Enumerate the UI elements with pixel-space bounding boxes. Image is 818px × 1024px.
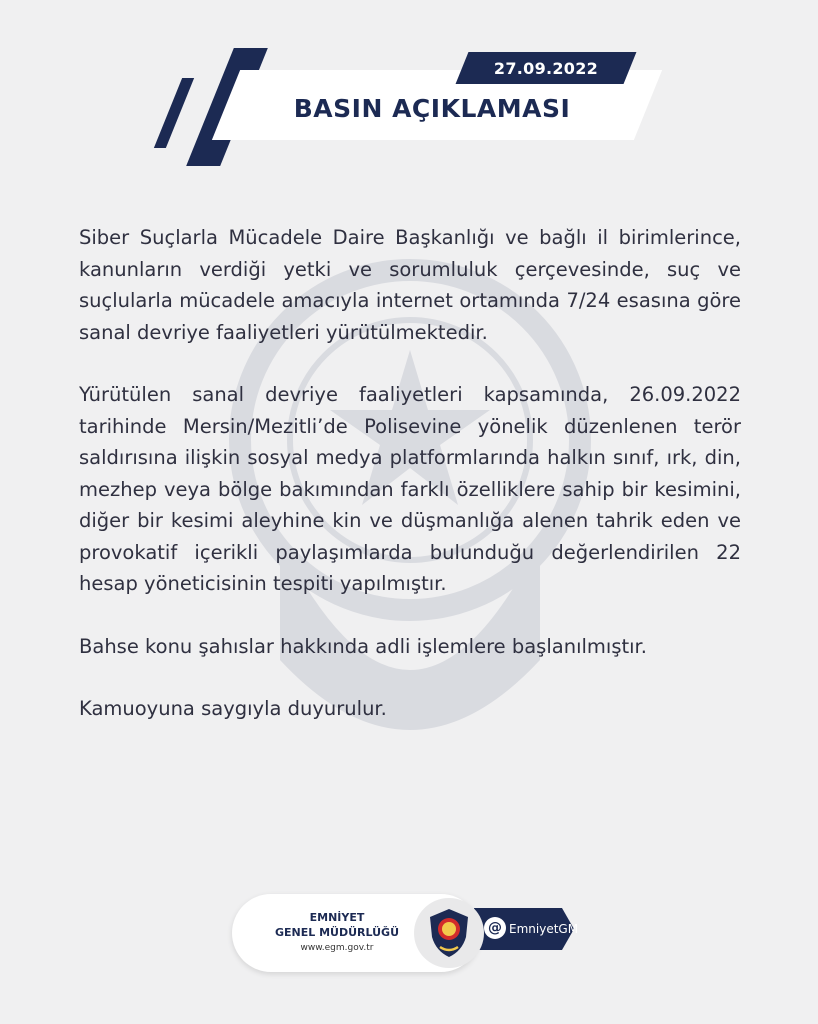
paragraph-3: Bahse konu şahıslar hakkında adli işlemlere başlanılmıştır. bbox=[79, 634, 647, 658]
paragraph-1: Siber Suçlarla Mücadele Daire Başkanlığı ve bağlı il birimlerince, kanunların verdiği yetki ve sorumluluk çerçevesinde, suç ve suçlularla mücadele amacıyla internet ortamında 7/24 esasına göre sanal devriye faaliyetleri yürütülmektedir. bbox=[79, 226, 741, 344]
org-name-line2: GENEL MÜDÜRLÜĞÜ bbox=[274, 926, 400, 939]
press-release-body bbox=[79, 222, 741, 725]
header-stripe-thin bbox=[154, 78, 194, 148]
website-link[interactable]: www.egm.gov.tr bbox=[300, 943, 374, 953]
footer bbox=[0, 880, 818, 990]
page-title: BASIN AÇIKLAMASI bbox=[293, 93, 571, 123]
header bbox=[0, 0, 818, 200]
at-icon: @ bbox=[484, 917, 506, 939]
release-date: 27.09.2022 bbox=[493, 58, 599, 78]
badge-circle bbox=[414, 898, 484, 968]
police-badge-icon bbox=[426, 907, 472, 959]
social-handle[interactable]: EmniyetGM bbox=[509, 922, 579, 936]
org-name-line1: EMNİYET bbox=[309, 911, 365, 924]
paragraph-4: Kamuoyuna saygıyla duyurulur. bbox=[79, 697, 387, 720]
paragraph-2: Yürütülen sanal devriye faaliyetleri kapsamında, 26.09.2022 tarihinde Mersin/Mezitli’de Polisevine yönelik düzenlenen terör saldırısına ilişkin sosyal medya platformlarında halkın sınıf, ırk, din, mezhep veya bölge bakımından farklı özelliklere sahip bir kesimini, diğer bir kesimi aleyhine kin ve düşmanlığa alenen tahrik eden ve provokatif içerikli paylaşımlarda bulunduğu değerlendirilen 22 hesap yöneticisinin tespiti yapılmıştır. bbox=[79, 383, 741, 595]
